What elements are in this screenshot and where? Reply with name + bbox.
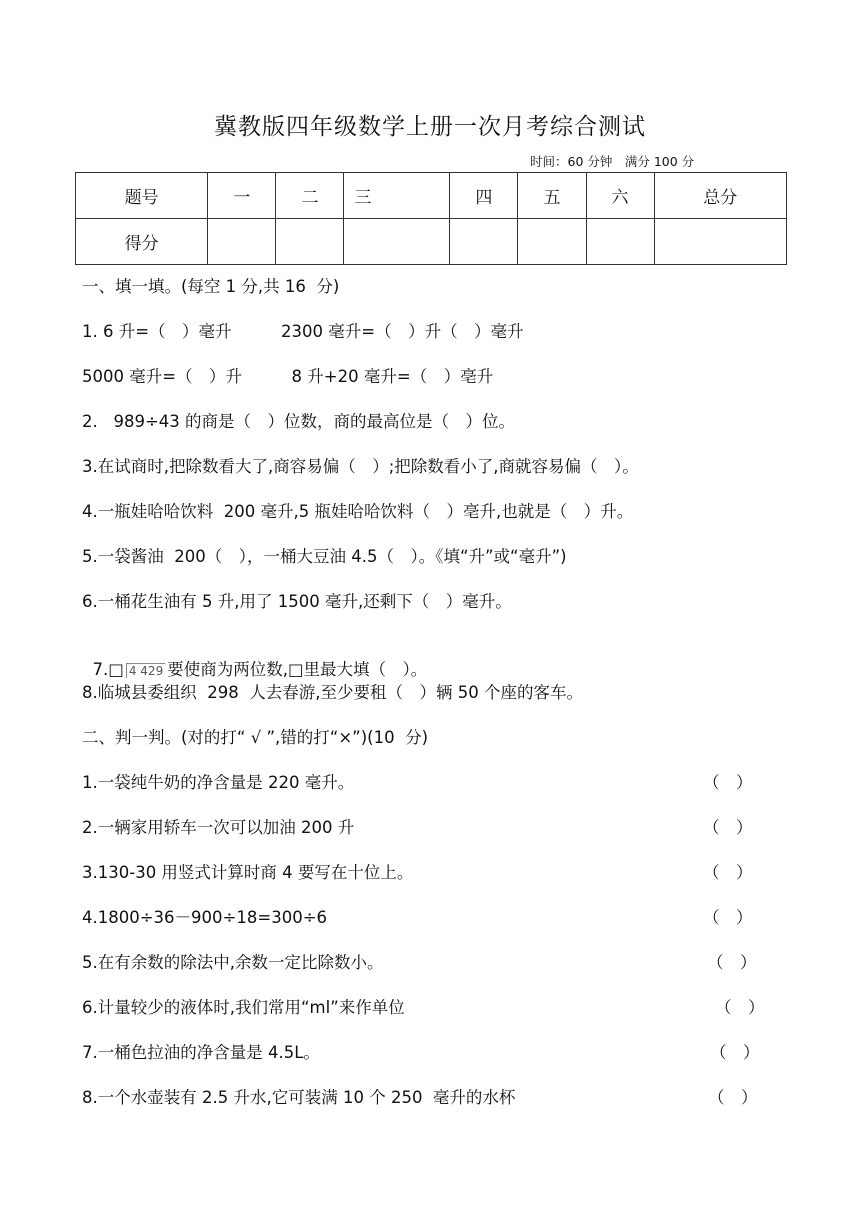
score-cell: 六 xyxy=(586,173,654,219)
question-2: 2. 989÷43 的商是（ ）位数，商的最高位是（ ）位。 xyxy=(82,412,516,431)
section1-heading: 一、填一填。(每空 1 分,共 16 分) xyxy=(82,277,340,296)
score-cell: 五 xyxy=(518,173,586,219)
exam-title: 冀教版四年级数学上册一次月考综合测试 xyxy=(214,114,646,140)
long-division-icon: 4 429 xyxy=(126,663,165,678)
score-input-cell[interactable] xyxy=(450,219,518,265)
score-cell: 三 xyxy=(344,173,450,219)
answer-parentheses[interactable]: （ ） xyxy=(708,1088,758,1107)
score-cell: 总分 xyxy=(654,173,786,219)
question-1a: 1. 6 升=（ ）毫升 2300 毫升=（ ）升（ ）毫升 xyxy=(82,322,524,341)
question-1b: 5000 毫升=（ ）升 8 升+20 毫升=（ ）亳升 xyxy=(82,367,494,386)
question-4: 4.一瓶娃哈哈饮料 200 毫升,5 瓶娃哈哈饮料（ ）亳升,也就是（ ）升。 xyxy=(82,502,634,521)
question-8: 8.临城县委组织 298 人去春游,至少要租（ ）辆 50 个座的客车。 xyxy=(82,683,583,702)
judge-item: 2.一辆家用轿车一次可以加油 200 升 xyxy=(82,818,355,837)
answer-parentheses[interactable]: （ ） xyxy=(703,773,753,792)
score-cell: 题号 xyxy=(76,173,208,219)
score-input-cell[interactable] xyxy=(208,219,276,265)
question-6: 6.一桶花生油有 5 升,用了 1500 毫升,还剩下（ ）毫升。 xyxy=(82,592,512,611)
question-3: 3.在试商时,把除数看大了,商容易偏（ ）;把除数看小了,商就容易偏（ ）。 xyxy=(82,457,639,476)
score-input-cell[interactable] xyxy=(276,219,344,265)
judge-item: 4.1800÷36－900÷18=300÷6 xyxy=(82,908,328,927)
question-7-suffix: 要使商为两位数,□里最大填（ ）。 xyxy=(167,660,428,679)
score-input-cell[interactable] xyxy=(654,219,786,265)
score-input-cell[interactable] xyxy=(344,219,450,265)
score-input-cell[interactable] xyxy=(518,219,586,265)
judge-item: 3.130-30 用竖式计算时商 4 要写在十位上。 xyxy=(82,863,414,882)
score-cell: 四 xyxy=(450,173,518,219)
judge-item: 8.一个水壶装有 2.5 升水,它可装满 10 个 250 毫升的水杯 xyxy=(82,1088,516,1107)
score-table-header-row xyxy=(76,173,787,219)
question-7 xyxy=(82,637,427,681)
answer-parentheses[interactable]: （ ） xyxy=(715,998,765,1017)
judge-item: 5.在有余数的除法中,余数一定比除数小。 xyxy=(82,953,384,972)
score-input-cell[interactable] xyxy=(586,219,654,265)
section2-heading: 二、判一判。(对的打“ √ ”,错的打“×”)(10 分) xyxy=(82,728,429,747)
question-5: 5.一袋酱油 200（ ），一桶大豆油 4.5（ ）。《填“升”或“毫升”) xyxy=(82,547,567,566)
judge-item: 1.一袋纯牛奶的净含量是 220 毫升。 xyxy=(82,773,355,792)
answer-parentheses[interactable]: （ ） xyxy=(703,863,753,882)
judge-item: 6.计量较少的液体时,我们常用“ml”来作单位 xyxy=(82,998,405,1017)
exam-time-score-info: 时间：60 分钟 满分 100 分 xyxy=(530,154,695,169)
answer-parentheses[interactable]: （ ） xyxy=(703,818,753,837)
question-7-prefix: 7.□ xyxy=(92,660,124,679)
score-table-score-row xyxy=(76,219,787,265)
score-cell: 二 xyxy=(276,173,344,219)
judge-item: 7.一桶色拉油的净含量是 4.5L。 xyxy=(82,1043,320,1062)
answer-parentheses[interactable]: （ ） xyxy=(703,908,753,927)
score-table xyxy=(75,172,787,265)
answer-parentheses[interactable]: （ ） xyxy=(707,953,757,972)
score-cell: 得分 xyxy=(76,219,208,265)
score-cell: 一 xyxy=(208,173,276,219)
answer-parentheses[interactable]: （ ） xyxy=(710,1043,760,1062)
